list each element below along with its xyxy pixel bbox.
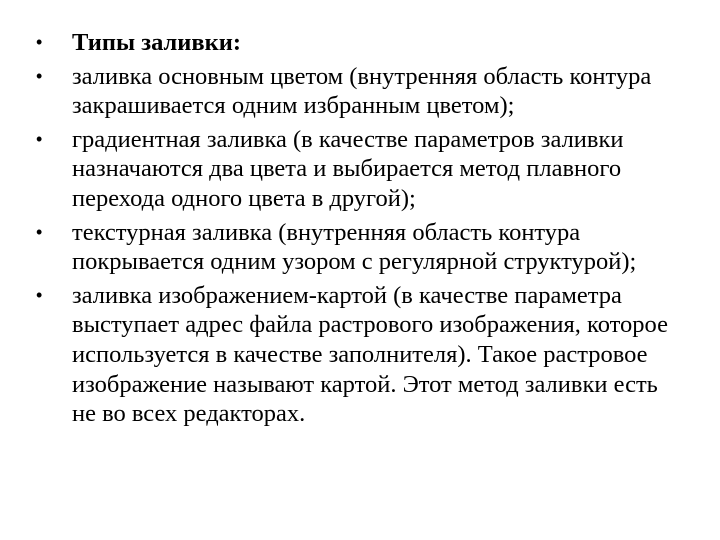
bullet-icon: • [36,65,43,86]
image-map-fill-text: заливка изображением-картой (в качестве параметра выступает адрес файла растрового изображения, которое используется в качестве заполнителя). Такое растровое изображение называют картой. Этот метод заливки есть не во всех редакторах. [72,281,668,428]
gradient-fill-text: градиентная заливка (в качестве параметров заливки назначаются два цвета и выбирается метод плавного перехода одного цвета в другой); [72,125,624,212]
bullet-icon: • [36,32,43,52]
bullet-icon: • [36,128,43,149]
heading-text: Типы заливки: [72,29,242,56]
fill-types-list [36,28,686,429]
list-item-solid-fill [36,62,686,121]
bullet-icon: • [36,284,43,305]
list-item-gradient-fill [36,125,686,214]
list-item-texture-fill [36,218,686,277]
heading-item [36,28,686,58]
solid-fill-text: заливка основным цветом (внутренняя область контура закрашивается одним избранным цветом); [72,62,652,120]
bullet-icon: • [36,221,43,242]
list-item-image-map-fill [36,281,686,429]
texture-fill-text: текстурная заливка (внутренняя область контура покрывается одним узором с регулярной структурой); [72,218,637,276]
